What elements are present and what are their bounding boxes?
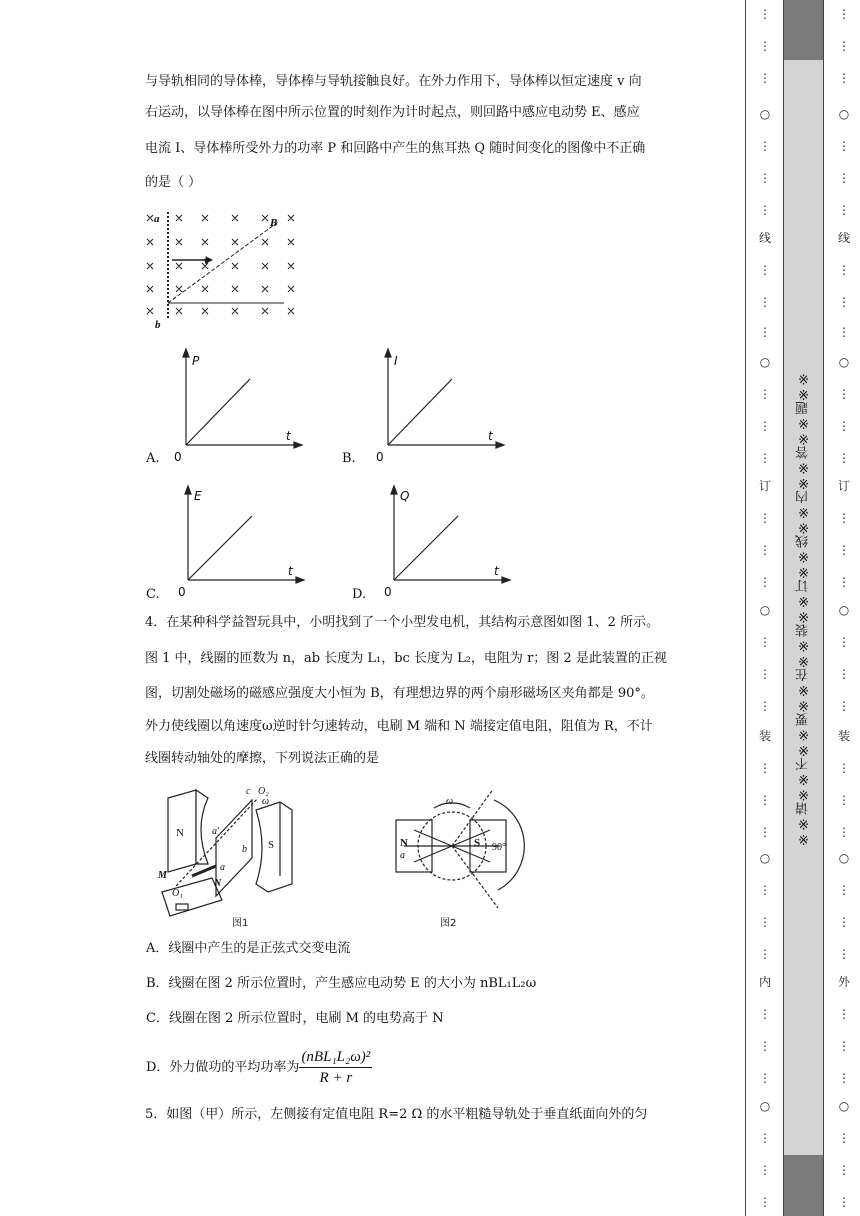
gutter-dot-mark: ⋮ <box>759 139 771 153</box>
q3-line-2: 右运动，以导体棒在图中所示位置的时刻作为计时起点，则回路中感应电动势 E、感应 <box>145 105 640 120</box>
gutter-dot-mark: ⋮ <box>759 1195 771 1209</box>
graph-a-line <box>186 379 250 445</box>
option-c-label: C. <box>146 587 160 602</box>
power-fraction-denominator: R + r <box>319 1070 353 1086</box>
fig1-label-a-prime: a' <box>212 826 220 837</box>
gutter-dot-mark: ⋮ <box>759 1163 771 1177</box>
generator-figure-2 <box>390 790 530 930</box>
fig1-label-O1: O₁ <box>172 888 183 899</box>
q4-option-d[interactable] <box>146 1044 372 1092</box>
inner-circle-5: ○ <box>759 1099 771 1113</box>
fig2-label-a: a <box>400 850 405 861</box>
graph-a-ylabel: P <box>192 354 200 368</box>
graph-d-line <box>394 516 458 580</box>
gutter-dot-mark: ⋮ <box>838 1163 850 1177</box>
inner-label-line: 线 <box>758 231 771 245</box>
graph-c-ylabel: E <box>194 489 202 503</box>
fig2-caption: 图2 <box>440 918 457 929</box>
outer-label-wai: 外 <box>837 975 850 989</box>
label-v: v <box>204 255 209 267</box>
gutter-dot-mark: ⋮ <box>838 883 850 897</box>
q4-line-2: 图 1 中，线圈的匝数为 n，ab 长度为 L₁，bc 长度为 L₂，电阻为 r；图 2 是此装置的正视 <box>145 651 667 666</box>
gutter-dot-mark: ⋮ <box>759 543 771 557</box>
fig1-label-c: c <box>246 786 251 797</box>
magnetic-field-crosses <box>147 215 294 314</box>
graph-a[interactable] <box>170 345 310 465</box>
gutter-dot-mark: ⋮ <box>838 139 850 153</box>
gutter-dot-mark: ⋮ <box>838 7 850 21</box>
fig1-label-N-brush: N <box>214 878 222 889</box>
power-fraction <box>299 1047 372 1088</box>
q3-line-3: 电流 I、导体棒所受外力的功率 P 和回路中产生的焦耳热 Q 随时间变化的图像中不正确 <box>145 141 646 156</box>
graph-c-origin: 0 <box>178 585 186 599</box>
gutter-dot-mark: ⋮ <box>759 915 771 929</box>
gutter-dot-mark: ⋮ <box>838 575 850 589</box>
gutter-dot-mark: ⋮ <box>838 793 850 807</box>
q5-line-1: 5．如图（甲）所示，左侧接有定值电阻 R=2 Ω 的水平粗糙导轨处于垂直纸面向外的匀 <box>145 1107 648 1122</box>
label-b: b <box>155 319 161 331</box>
gutter-dot-mark: ⋮ <box>838 295 850 309</box>
gutter-dot-mark: ⋮ <box>759 793 771 807</box>
fig1-label-S: S <box>268 839 275 851</box>
inner-binding-column <box>754 0 776 1216</box>
gutter-top-band <box>784 0 823 60</box>
q4-line-4: 外力使线圈以角速度ω逆时针匀速转动，电刷 M 端和 N 端接定值电阻，阻值为 R，不计 <box>145 719 653 734</box>
q3-rail-figure <box>140 208 310 333</box>
gutter-dot-mark: ⋮ <box>759 325 771 339</box>
gutter-dot-mark: ⋮ <box>759 825 771 839</box>
power-fraction-numerator: (nBL₁L₂ω)² <box>299 1047 372 1068</box>
label-B: B <box>270 217 278 229</box>
q4-option-c[interactable]: C．线圈在图 2 所示位置时，电刷 M 的电势高于 N <box>146 1011 444 1026</box>
fig1-label-O2: O₂ <box>258 786 269 797</box>
gutter-dot-mark: ⋮ <box>838 511 850 525</box>
outer-circle-1: ○ <box>838 107 850 121</box>
gutter-dot-mark: ⋮ <box>759 511 771 525</box>
q3-line-4: 的是（ ） <box>145 175 202 190</box>
gutter-dot-mark: ⋮ <box>759 39 771 53</box>
graph-d[interactable] <box>378 482 518 602</box>
outer-circle-4: ○ <box>838 851 850 865</box>
inner-circle-4: ○ <box>759 851 771 865</box>
fig2-label-angle: 90° <box>492 842 506 853</box>
gutter-dot-mark: ⋮ <box>838 203 850 217</box>
gutter-dot-mark: ⋮ <box>838 635 850 649</box>
inner-circle-2: ○ <box>759 355 771 369</box>
graph-b-origin: 0 <box>376 450 384 464</box>
fig1-label-M: M <box>158 870 167 881</box>
graph-a-xlabel: t <box>286 429 291 443</box>
outer-label-ding: 订 <box>837 479 850 493</box>
option-a-label: A. <box>146 451 160 466</box>
gutter-dot-mark: ⋮ <box>759 699 771 713</box>
gutter-dot-mark: ⋮ <box>838 1131 850 1145</box>
graph-d-xlabel: t <box>494 564 499 578</box>
outer-circle-2: ○ <box>838 355 850 369</box>
option-d-label: D. <box>352 587 367 602</box>
gutter-dot-mark: ⋮ <box>759 947 771 961</box>
q4-option-d-prefix: D．外力做功的平均功率为 <box>146 1060 300 1075</box>
gutter-dot-mark: ⋮ <box>838 419 850 433</box>
gutter-dot-mark: ⋮ <box>838 825 850 839</box>
gutter-dot-mark: ⋮ <box>759 203 771 217</box>
graph-b-ylabel: I <box>394 354 398 368</box>
generator-figure-1 <box>156 780 306 930</box>
label-a: a <box>154 213 160 225</box>
gutter-dot-mark: ⋮ <box>838 451 850 465</box>
gutter-dot-mark: ⋮ <box>838 667 850 681</box>
gutter-dot-mark: ⋮ <box>838 387 850 401</box>
q4-option-b[interactable]: B．线圈在图 2 所示位置时，产生感应电动势 E 的大小为 nBL₁L₂ω <box>146 976 537 991</box>
fig1-label-a: a <box>220 862 225 873</box>
gutter-dot-mark: ⋮ <box>759 883 771 897</box>
graph-b-line <box>388 379 452 445</box>
inner-label-zhuang: 装 <box>758 729 771 743</box>
no-answer-warning-text: ※※请※※不※※要※※在※※装※※订※※线※※内※※答※※题※※ <box>796 369 811 846</box>
option-b-label: B. <box>342 451 356 466</box>
graph-b-xlabel: t <box>488 429 493 443</box>
gutter-dot-mark: ⋮ <box>838 263 850 277</box>
gutter-dot-mark: ⋮ <box>759 171 771 185</box>
gutter-dot-mark: ⋮ <box>838 1039 850 1053</box>
q4-line-3: 图，切割处磁场的磁感应强度大小恒为 B，有理想边界的两个扇形磁场区夹角都是 90°。 <box>145 686 654 701</box>
gutter-dot-mark: ⋮ <box>759 761 771 775</box>
graph-d-ylabel: Q <box>400 489 410 503</box>
gutter-dot-mark: ⋮ <box>759 419 771 433</box>
gutter-dot-mark: ⋮ <box>759 635 771 649</box>
graph-d-origin: 0 <box>384 585 392 599</box>
q4-line-1: 4．在某种科学益智玩具中，小明找到了一个小型发电机，其结构示意图如图 1、2 所示。 <box>145 615 660 630</box>
graph-c-line <box>188 516 252 580</box>
gutter-dot-mark: ⋮ <box>838 915 850 929</box>
gutter-dot-mark: ⋮ <box>838 1071 850 1085</box>
gutter-dot-mark: ⋮ <box>838 761 850 775</box>
fig1-label-N: N <box>176 827 184 839</box>
fig2-label-S: S <box>474 837 481 849</box>
gutter-dot-mark: ⋮ <box>759 667 771 681</box>
fig2-label-N: N <box>400 837 408 849</box>
fig1-caption: 图1 <box>232 918 249 929</box>
inner-label-nei: 内 <box>758 975 771 989</box>
gutter-dot-mark: ⋮ <box>759 1131 771 1145</box>
gutter-dot-mark: ⋮ <box>838 71 850 85</box>
gutter-dot-mark: ⋮ <box>838 947 850 961</box>
gutter-dot-mark: ⋮ <box>759 1007 771 1021</box>
outer-binding-column <box>833 0 855 1216</box>
fig1-label-omega: ω <box>262 796 270 807</box>
slanted-rail <box>168 222 278 303</box>
graph-b[interactable] <box>372 345 512 465</box>
no-answer-warning-strip <box>784 60 823 1155</box>
gutter-dot-mark: ⋮ <box>838 699 850 713</box>
gutter-dot-mark: ⋮ <box>838 1007 850 1021</box>
gutter-dot-mark: ⋮ <box>759 7 771 21</box>
inner-label-ding: 订 <box>758 479 771 493</box>
outer-label-line: 线 <box>837 231 850 245</box>
gutter-dot-mark: ⋮ <box>759 1039 771 1053</box>
fig1-label-b: b <box>242 844 247 855</box>
gutter-dot-mark: ⋮ <box>759 263 771 277</box>
inner-circle-3: ○ <box>759 603 771 617</box>
q4-option-a[interactable]: A．线圈中产生的是正弦式交变电流 <box>146 941 351 956</box>
base-board <box>162 878 222 916</box>
gutter-dot-mark: ⋮ <box>838 171 850 185</box>
graph-c-xlabel: t <box>288 564 293 578</box>
gutter-dot-mark: ⋮ <box>759 295 771 309</box>
inner-circle-1: ○ <box>759 107 771 121</box>
outer-circle-5: ○ <box>838 1099 850 1113</box>
graph-c[interactable] <box>172 482 312 602</box>
gutter-dot-mark: ⋮ <box>759 71 771 85</box>
gutter-dot-mark: ⋮ <box>759 451 771 465</box>
gutter-dot-mark: ⋮ <box>838 543 850 557</box>
gutter-dot-mark: ⋮ <box>838 1195 850 1209</box>
outer-circle-3: ○ <box>838 603 850 617</box>
q3-line-1: 与导轨相同的导体棒，导体棒与导轨接触良好。在外力作用下，导体棒以恒定速度 v 向 <box>145 74 642 89</box>
gutter-dot-mark: ⋮ <box>838 325 850 339</box>
graph-a-origin: 0 <box>174 450 182 464</box>
gutter-dot-mark: ⋮ <box>759 387 771 401</box>
gutter-dot-mark: ⋮ <box>759 1071 771 1085</box>
fig2-label-omega: ω <box>446 796 454 807</box>
gutter-dot-mark: ⋮ <box>838 39 850 53</box>
outer-label-zhuang: 装 <box>837 729 850 743</box>
q4-line-5: 线圈转动轴处的摩擦，下列说法正确的是 <box>145 751 380 766</box>
gutter-bottom-band <box>784 1155 823 1216</box>
gutter-dot-mark: ⋮ <box>759 575 771 589</box>
